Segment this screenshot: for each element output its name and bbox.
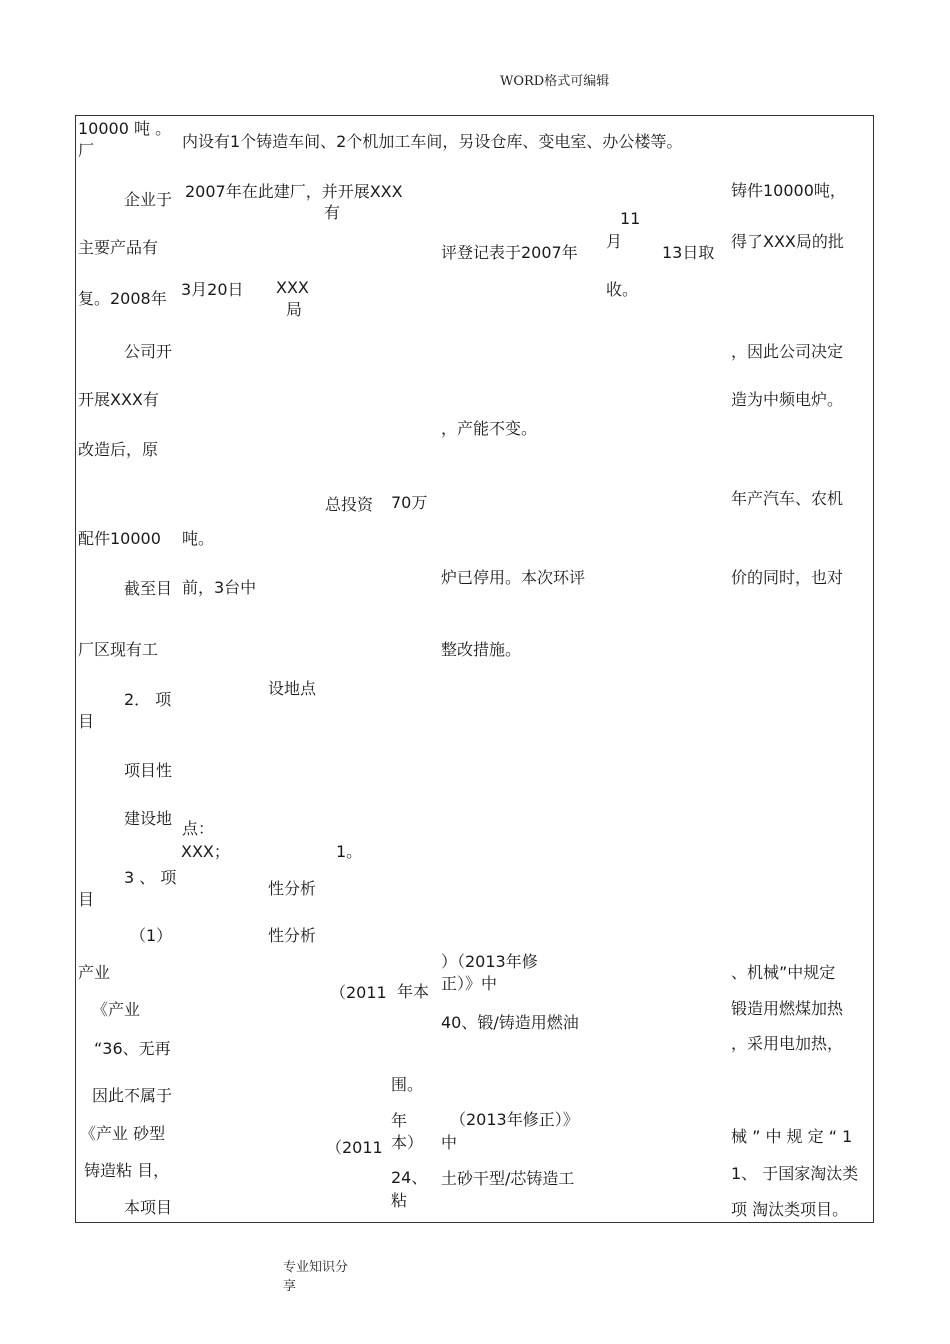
text-fragment: 得了XXX局的批 <box>731 232 844 251</box>
text-fragment: 年 <box>391 1111 408 1130</box>
text-fragment: 《产业 <box>92 1000 141 1019</box>
text-fragment: ，产能不变。 <box>441 419 538 438</box>
text-fragment: 目 <box>78 712 95 731</box>
text-fragment: 项 淘汰类项目。 <box>731 1200 849 1219</box>
text-fragment: 性分析 <box>268 879 317 898</box>
text-fragment: 本项目 <box>124 1198 173 1217</box>
text-fragment: 正）》中 <box>441 974 498 993</box>
text-fragment: 项目性 <box>124 761 173 780</box>
text-fragment: 围。 <box>391 1075 424 1094</box>
text-fragment: 1。 <box>336 842 363 861</box>
text-fragment: 目 <box>78 890 95 909</box>
text-fragment: 年产汽车、农机 <box>731 489 844 508</box>
text-fragment: 本） <box>391 1133 424 1152</box>
text-fragment: 24、 <box>391 1168 428 1187</box>
text-fragment: 70万 <box>391 493 428 512</box>
text-fragment: （2013年修正）》 <box>450 1110 579 1129</box>
text-fragment: 总投资 <box>325 495 374 514</box>
text-fragment: 厂 <box>78 141 95 160</box>
text-fragment: 、机械”中规定 <box>731 963 836 982</box>
text-fragment: 前，3台中 <box>182 578 257 597</box>
text-fragment: 10000 吨 。 <box>78 119 172 138</box>
text-fragment: XXX <box>276 278 309 297</box>
text-fragment: （2011 <box>326 1138 383 1157</box>
text-fragment: 3 、 项 <box>124 868 177 887</box>
text-fragment: 1、 于国家淘汰类 <box>731 1164 859 1183</box>
text-fragment: 厂区现有工 <box>78 640 159 659</box>
text-fragment: 复。2008年 <box>78 289 167 308</box>
text-fragment: 锻造用燃煤加热 <box>731 999 844 1018</box>
text-fragment: 铸件10000吨， <box>731 181 846 200</box>
text-fragment: 配件10000 <box>78 529 161 548</box>
text-fragment: 整改措施。 <box>441 640 522 659</box>
text-fragment: ）（2013年修 <box>441 952 538 971</box>
text-fragment: 有 <box>324 203 341 222</box>
text-fragment: 铸造粘 目， <box>84 1161 170 1180</box>
text-fragment: 内设有1个铸造车间、2个机加工车间，另设仓库、变电室、办公楼等。 <box>182 132 683 151</box>
text-fragment: 建设地 <box>124 809 173 828</box>
text-fragment: 《产业 砂型 <box>80 1124 166 1143</box>
text-fragment: （1） <box>130 926 173 945</box>
text-fragment: 开展XXX有 <box>78 390 159 409</box>
text-fragment: ，采用电加热， <box>731 1034 844 1053</box>
text-fragment: 点： <box>182 819 215 838</box>
text-fragment: 吨。 <box>182 529 215 548</box>
text-fragment: 截至目 <box>124 579 173 598</box>
text-fragment: 改造后，原 <box>78 440 159 459</box>
text-fragment: XXX； <box>181 842 230 861</box>
text-fragment: （2011 <box>330 983 387 1002</box>
text-fragment: 评登记表于2007年 <box>441 243 578 262</box>
text-fragment: 造为中频电炉。 <box>731 390 844 409</box>
text-fragment: “36、无再 <box>94 1039 171 1058</box>
text-fragment: 局 <box>286 300 303 319</box>
text-fragment: 2． 项 <box>124 690 172 709</box>
text-fragment: 企业于 <box>124 190 173 209</box>
page-header: WORD格式可编辑 <box>500 74 610 89</box>
text-fragment: 产业 <box>78 963 111 982</box>
text-fragment: 粘 <box>391 1191 408 1210</box>
text-fragment: 年本 <box>397 982 430 1001</box>
text-fragment: 13日取 <box>662 243 715 262</box>
page-footer: 专业知识分享 <box>283 1260 349 1294</box>
text-fragment: 炉已停用。本次环评 <box>441 568 586 587</box>
text-fragment: 40、锻/铸造用燃油 <box>441 1013 579 1032</box>
text-fragment: 性分析 <box>268 926 317 945</box>
text-fragment: 收。 <box>606 280 639 299</box>
text-fragment: 价的同时，也对 <box>731 568 844 587</box>
text-fragment: 因此不属于 <box>92 1086 173 1105</box>
text-fragment: 月 <box>606 232 623 251</box>
text-fragment: 3月20日 <box>181 280 244 299</box>
text-fragment: 公司开 <box>124 342 173 361</box>
text-fragment: 设地点 <box>268 679 317 698</box>
text-fragment: 土砂干型/芯铸造工 <box>441 1169 575 1188</box>
text-fragment: ，因此公司决定 <box>731 342 844 361</box>
text-fragment: 2007年在此建厂，并开展XXX <box>185 182 403 201</box>
text-fragment: 中 <box>441 1133 458 1152</box>
text-fragment: 械 ” 中 规 定 “ 1 <box>731 1127 853 1146</box>
text-fragment: 11 <box>620 209 641 228</box>
text-fragment: 主要产品有 <box>78 238 159 257</box>
